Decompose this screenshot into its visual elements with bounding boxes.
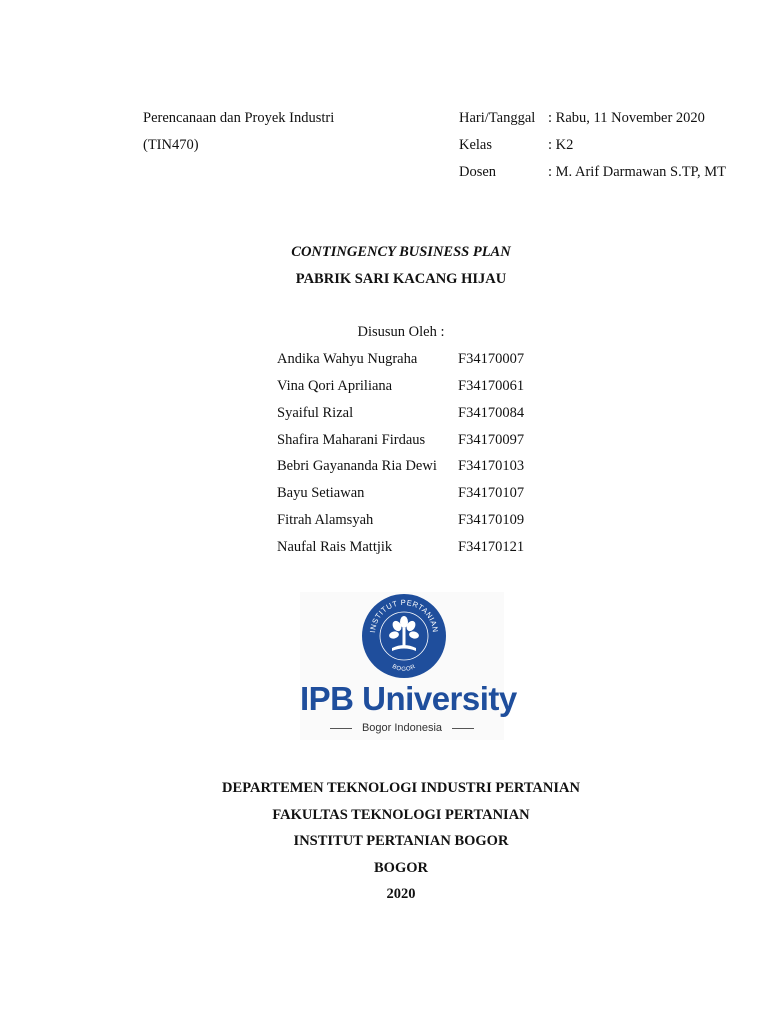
document-title: CONTINGENCY BUSINESS PLAN (291, 244, 511, 260)
course-code: (TIN470) (143, 137, 199, 153)
author-nim: F34170107 (458, 485, 525, 501)
author-row (277, 539, 577, 559)
ipb-tagline: Bogor Indonesia (361, 722, 443, 734)
field-value-class: : K2 (548, 137, 574, 153)
seal-text-top: INSTITUT PERTANIAN (368, 597, 441, 634)
footer-department: DEPARTEMEN TEKNOLOGI INDUSTRI PERTANIAN (222, 780, 580, 796)
footer-faculty: FAKULTAS TEKNOLOGI PERTANIAN (272, 807, 530, 823)
document-subtitle: PABRIK SARI KACANG HIJAU (295, 271, 507, 287)
seal-text-bottom: BOGOR (391, 663, 417, 673)
author-row (277, 378, 577, 398)
author-name: Shafira Maharani Firdaus (277, 432, 426, 448)
author-row (277, 512, 577, 532)
ipb-logo (300, 592, 517, 740)
author-row (277, 485, 577, 505)
tagline-rule-right (452, 728, 474, 729)
authors-heading: Disusun Oleh : (357, 324, 445, 340)
tagline-rule-left (330, 728, 352, 729)
field-label-date: Hari/Tanggal (459, 110, 536, 126)
footer-city: BOGOR (374, 860, 428, 876)
author-name: Vina Qori Apriliana (277, 378, 393, 394)
author-name: Andika Wahyu Nugraha (277, 351, 418, 367)
author-nim: F34170097 (458, 432, 525, 448)
author-nim: F34170007 (458, 351, 525, 367)
author-row (277, 351, 577, 371)
author-name: Syaiful Rizal (277, 405, 354, 421)
footer-year: 2020 (386, 886, 416, 902)
ipb-tagline-group (330, 722, 474, 734)
author-nim: F34170103 (458, 458, 525, 474)
author-name: Fitrah Alamsyah (277, 512, 374, 528)
field-value-lecturer: : M. Arif Darmawan S.TP, MT (548, 164, 727, 180)
author-name: Bebri Gayananda Ria Dewi (277, 458, 437, 474)
author-nim: F34170121 (458, 539, 525, 555)
author-nim: F34170109 (458, 512, 525, 528)
author-nim: F34170061 (458, 378, 525, 394)
author-row (277, 432, 577, 452)
course-name: Perencanaan dan Proyek Industri (143, 110, 335, 126)
author-name: Naufal Rais Mattjik (277, 539, 393, 555)
author-row (277, 458, 577, 478)
ipb-wordmark: IPB University (300, 680, 517, 717)
author-name: Bayu Setiawan (277, 485, 365, 501)
footer-institute: INSTITUT PERTANIAN BOGOR (293, 833, 509, 849)
field-label-lecturer: Dosen (459, 164, 497, 180)
field-value-date: : Rabu, 11 November 2020 (548, 110, 705, 126)
author-row (277, 405, 577, 425)
author-nim: F34170084 (458, 405, 525, 421)
field-label-class: Kelas (459, 137, 493, 153)
